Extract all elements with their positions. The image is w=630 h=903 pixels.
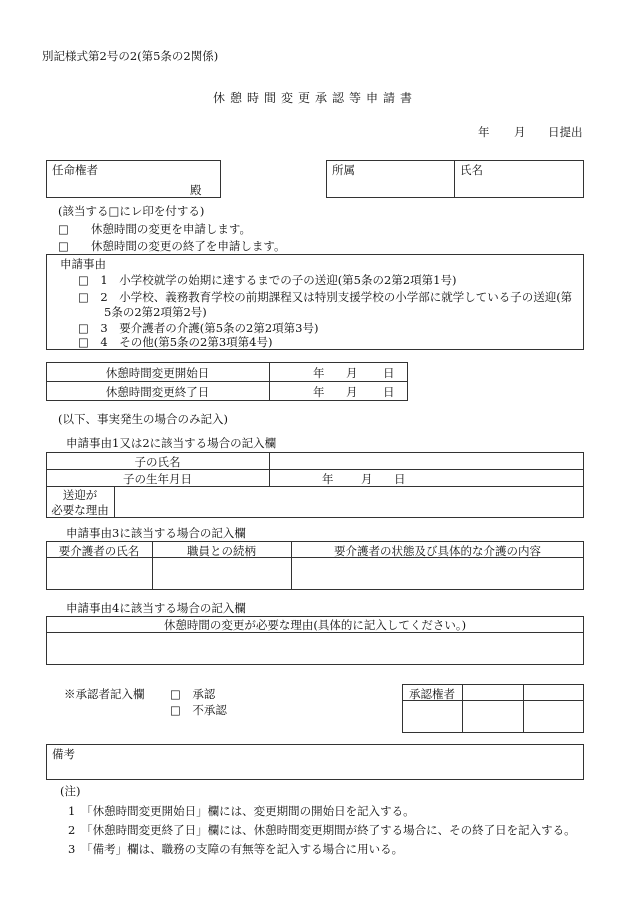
option-1[interactable] [58, 221, 251, 237]
note-1-text: 「休憩時間変更開始日」欄には、変更期間の開始日を記入する。 [86, 804, 415, 818]
option-1-checkbox[interactable]: □ [58, 222, 69, 236]
applicant-box [326, 160, 584, 198]
option-2-label: 休憩時間の変更の終了を申請します。 [90, 239, 286, 253]
reason-1-num: 1 [100, 273, 108, 287]
option-2[interactable] [58, 238, 285, 254]
note-item-3 [68, 841, 403, 857]
reason-item-4[interactable] [78, 334, 272, 350]
reason-2-checkbox[interactable]: □ [78, 290, 89, 304]
remarks-label: 備考 [52, 747, 75, 761]
date-year: 年 [478, 125, 490, 139]
approver-label: ※承認者記入欄 [64, 687, 145, 701]
note-3-text: 「備考」欄は、職務の支障の有無等を記入する場合に用いる。 [86, 842, 404, 856]
note-2-text: 「休憩時間変更終了日」欄には、休憩時間変更期間が終了する場合に、その終了日を記入する。 [86, 823, 576, 837]
reason-2-text: 小学校、義務教育学校の前期課程又は特別支援学校の小学部に就学している子の送迎(第 [119, 290, 573, 304]
period-end-day[interactable]: 日 [383, 385, 395, 399]
facts-note: (以下、事実発生の場合のみ記入) [58, 412, 228, 426]
note-1-num: 1 [68, 804, 76, 818]
sec12-reason-divider [114, 486, 115, 518]
sec4-heading: 申請事由4に該当する場合の記入欄 [66, 601, 246, 615]
period-start-month[interactable]: 月 [346, 366, 358, 380]
sec3-col-care-details: 要介護者の状態及び具体的な介護の内容 [334, 544, 541, 558]
reject-option[interactable] [170, 702, 227, 718]
appointer-label: 任命権者 [52, 163, 98, 177]
approve-label: 承認 [192, 687, 216, 701]
reason-4-text: その他(第5条の2第3項第4号) [119, 335, 273, 349]
remarks-box[interactable] [46, 744, 584, 780]
period-start-label: 休憩時間変更開始日 [105, 366, 210, 380]
authority-col2-divider [523, 684, 524, 733]
reason-4-num: 4 [100, 335, 108, 349]
sec4-col-reason: 休憩時間の変更が必要な理由(具体的に記入してください。) [163, 618, 467, 632]
escort-reason-label-2: 必要な理由 [51, 503, 109, 517]
applicant-divider [454, 160, 455, 198]
option-2-checkbox[interactable]: □ [58, 239, 69, 253]
child-name-label: 子の氏名 [134, 455, 181, 469]
period-start-day[interactable]: 日 [383, 366, 395, 380]
page-title: 休憩時間変更承認等申請書 [212, 91, 417, 105]
reason-4-checkbox[interactable]: □ [78, 335, 89, 349]
note-item-1 [68, 803, 415, 819]
sec3-col-caree-name: 要介護者の氏名 [58, 544, 140, 558]
child-birth-month[interactable]: 月 [361, 472, 373, 486]
reason-2-text-cont: 5条の2第2項第2号) [104, 305, 207, 319]
period-end-label: 休憩時間変更終了日 [105, 385, 210, 399]
reason-3-checkbox[interactable]: □ [78, 321, 89, 335]
reject-checkbox[interactable]: □ [170, 703, 181, 717]
period-start-year[interactable]: 年 [313, 366, 325, 380]
affiliation-label: 所属 [332, 163, 355, 177]
child-birth-year[interactable]: 年 [322, 472, 334, 486]
approve-option[interactable] [170, 686, 215, 702]
period-end-month[interactable]: 月 [346, 385, 358, 399]
form-id: 別記様式第2号の2(第5条の2関係) [42, 49, 219, 63]
sec12-heading: 申請事由1又は2に該当する場合の記入欄 [66, 436, 277, 450]
reason-item-2[interactable] [78, 289, 572, 305]
child-birth-label: 子の生年月日 [123, 472, 192, 486]
reason-3-text: 要介護者の介護(第5条の2第2項第3号) [119, 321, 319, 335]
option-1-label: 休憩時間の変更を申請します。 [90, 222, 251, 236]
escort-reason-label-1: 送迎が [62, 488, 98, 502]
note-3-num: 3 [68, 842, 76, 856]
date-month: 月 [514, 125, 526, 139]
reason-item-1[interactable] [78, 272, 456, 288]
reason-2-num: 2 [100, 290, 108, 304]
approve-checkbox[interactable]: □ [170, 687, 181, 701]
period-end-year[interactable]: 年 [313, 385, 325, 399]
reason-1-text: 小学校就学の始期に達するまでの子の送迎(第5条の2第2項第1号) [119, 273, 457, 287]
date-submit: 日提出 [548, 125, 583, 139]
name-label: 氏名 [460, 163, 483, 177]
authority-col1-divider [462, 684, 463, 733]
reason-1-checkbox[interactable]: □ [78, 273, 89, 287]
authority-label: 承認権者 [409, 687, 455, 701]
sec3-heading: 申請事由3に該当する場合の記入欄 [66, 526, 246, 540]
appointer-honorific: 殿 [190, 183, 202, 197]
sec3-col-relationship: 職員との続柄 [187, 544, 256, 558]
notes-label: (注) [60, 784, 81, 798]
note-item-2 [68, 822, 576, 838]
note-2-num: 2 [68, 823, 76, 837]
child-birth-day[interactable]: 日 [394, 472, 406, 486]
instruction: (該当する□にレ印を付する) [58, 204, 205, 218]
period-row-divider [46, 381, 408, 382]
reason-3-num: 3 [100, 321, 108, 335]
reasons-label: 申請事由 [60, 257, 106, 271]
reject-label: 不承認 [192, 703, 227, 717]
